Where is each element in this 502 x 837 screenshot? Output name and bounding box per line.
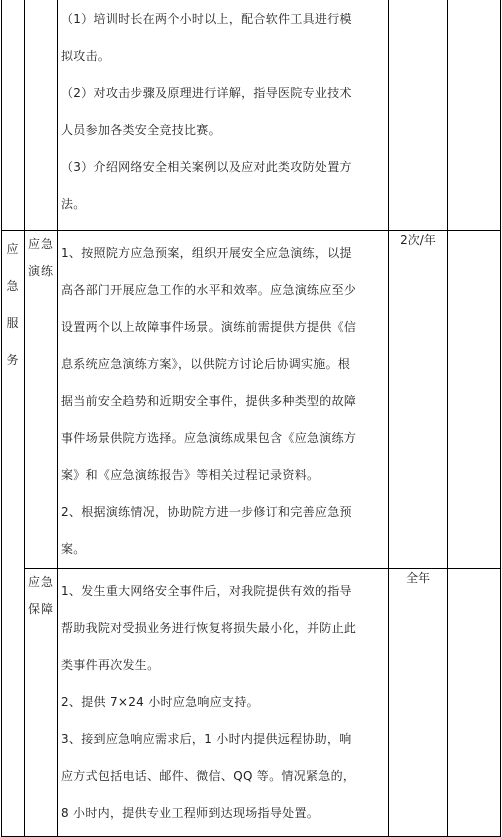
text-line: 帮助我院对受损业务进行恢复将损失最小化，并防止此 <box>61 620 357 635</box>
text-line: 应方式包括电话、邮件、微信、QQ 等。情况紧急的， <box>61 768 356 783</box>
subcategory-label: 应急 演练 <box>27 236 54 278</box>
category-cell-empty <box>2 0 25 230</box>
text-line: （1）培训时长在两个小时以上，配合软件工具进行模 <box>61 12 352 26</box>
text-line: 据当前安全趋势和近期安全事件，提供多种类型的故障 <box>61 393 357 408</box>
content-cell-training <box>58 0 389 230</box>
text-line: 2、根据演练情况，协助院方进一步修订和完善应急预 <box>61 504 352 519</box>
text-line: 法。 <box>61 197 86 211</box>
remark-cell-drill <box>448 230 501 568</box>
text-line: 息系统应急演练方案》，以供院方讨论后协调实施。根 <box>61 356 351 371</box>
subcategory-cell-drill <box>25 230 58 568</box>
text-line: 拟攻击。 <box>61 49 111 63</box>
frequency-cell-drill <box>389 230 448 568</box>
text-line: （3）介绍网络安全相关案例以及应对此类攻防处置方 <box>61 160 352 174</box>
content-cell-support <box>58 568 389 836</box>
table-row-training <box>2 0 501 230</box>
text-line: 高各部门开展应急工作的水平和效率。应急演练应至少 <box>61 282 357 297</box>
service-table <box>1 0 501 837</box>
text-line: 案。 <box>61 541 86 556</box>
text-line: 3、接到应急响应需求后，1 小时内提供远程协助，响 <box>61 731 352 746</box>
table-row-drill <box>2 230 501 568</box>
drill-description <box>58 231 388 568</box>
text-line: 1、按照院方应急预案，组织开展安全应急演练，以提 <box>61 245 352 260</box>
subcategory-cell-empty <box>25 0 58 230</box>
frequency-value: 2次/年 <box>400 232 436 247</box>
remark-cell-training <box>448 0 501 230</box>
subcategory-label: 应急 保障 <box>27 574 54 616</box>
content-cell-drill <box>58 230 389 568</box>
frequency-value: 全年 <box>405 570 430 585</box>
remark-cell-support <box>448 568 501 836</box>
training-description <box>58 0 388 223</box>
frequency-cell-support <box>389 568 448 836</box>
text-line: 2、提供 7×24 小时应急响应支持。 <box>61 694 259 709</box>
text-line: 事件场景供院方选择。应急演练成果包含《应急演练方 <box>61 430 357 445</box>
text-line: 人员参加各类安全竞技比赛。 <box>61 123 221 137</box>
text-line: 案》和《应急演练报告》等相关过程记录资料。 <box>61 467 320 482</box>
text-line: 类事件再次发生。 <box>61 657 160 672</box>
text-line: 1、发生重大网络安全事件后，对我院提供有效的指导 <box>61 583 352 598</box>
text-line: 设置两个以上故障事件场景。演练前需提供方提供《信 <box>61 319 357 334</box>
text-line: 8 小时内，提供专业工程师到达现场指导处置。 <box>61 805 320 820</box>
frequency-cell-training <box>389 0 448 230</box>
text-line: （2）对攻击步骤及原理进行详解，指导医院专业技术 <box>61 86 352 100</box>
table-row-support <box>2 568 501 836</box>
category-label: 应急 服务 <box>6 241 20 367</box>
subcategory-cell-support <box>25 568 58 836</box>
category-cell-emergency-service <box>2 230 25 836</box>
support-description <box>58 569 388 832</box>
